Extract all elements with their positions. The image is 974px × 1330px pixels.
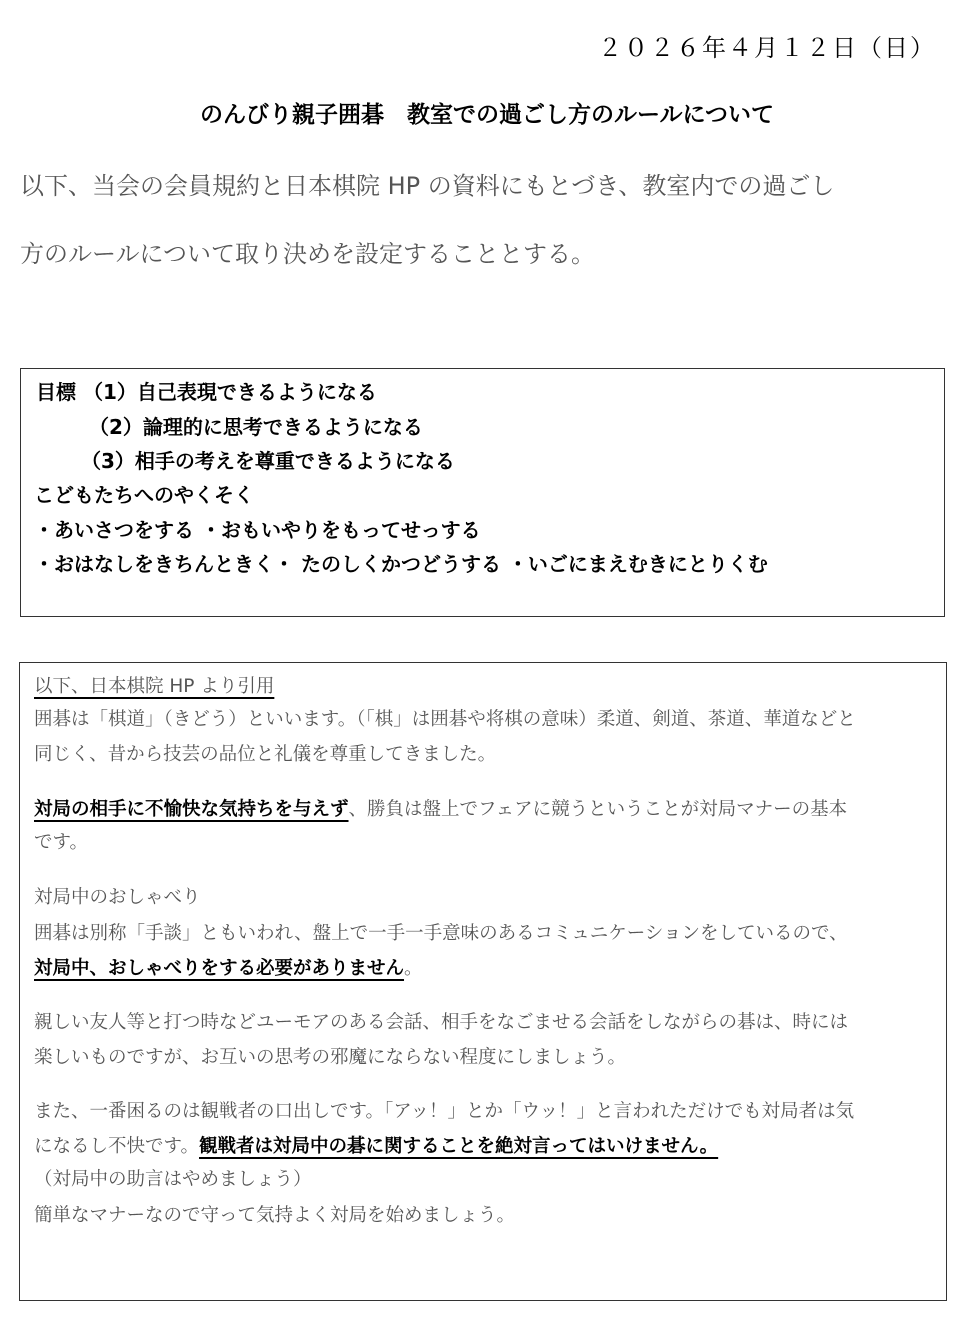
emphasis-text: 観戦者は対局中の碁に関することを絶対言ってはいけません。 — [199, 1136, 719, 1157]
paragraph-line: また、一番困るのは観戦者の口出しです。「アッ！」とか「ウッ！」と言われただけでも対局者は気 — [34, 1101, 855, 1122]
paragraph-line — [34, 960, 423, 979]
goal-2: （2）論理的に思考できるようになる — [89, 415, 423, 439]
emphasis-text: 対局の相手に不愉快な気持ちを与えず — [34, 799, 349, 820]
intro-line: 方のルールについて取り決めを設定することとする。 — [20, 240, 596, 268]
paragraph-line: 同じく、昔から技芸の品位と礼儀を尊重してきました。 — [34, 744, 497, 765]
paragraph-line: です。 — [34, 832, 89, 853]
section-heading: 対局中のおしゃべり — [34, 887, 201, 908]
paragraph-line: 楽しいものですが、お互いの思考の邪魔にならない程度にしましょう。 — [34, 1047, 627, 1068]
paragraph-text: 。 — [404, 958, 423, 979]
promise-heading: こどもたちへのやくそく — [34, 483, 254, 507]
paragraph-line — [34, 1138, 718, 1157]
paragraph-line: 簡単なマナーなので守って気持よく対局を始めましょう。 — [34, 1205, 516, 1226]
goal-1: 目標 （1）自己表現できるようになる — [36, 380, 377, 404]
intro-line: 以下、当会の会員規約と日本棋院 HP の資料にもとづき、教室内での過ごし — [20, 172, 835, 200]
goals-box — [20, 368, 945, 617]
paragraph-line: （対局中の助言はやめましょう） — [34, 1169, 312, 1190]
document-title: のんびり親子囲碁 教室での過ごし方のルールについて — [199, 102, 775, 128]
promise-line: ・あいさつをする ・おもいやりをもってせっする — [34, 518, 481, 542]
quote-box — [19, 662, 947, 1301]
paragraph-line: 囲碁は別称「手談」ともいわれ、盤上で一手一手意味のあるコミュニケーションをしているので、 — [34, 923, 848, 944]
paragraph-line — [34, 801, 847, 820]
promise-line: ・おはなしをきちんときく・ たのしくかつどうする ・いごにまえむきにとりくむ — [34, 552, 768, 576]
paragraph-text: になるし不快です。 — [34, 1136, 200, 1157]
document-date: ２０２６年４月１２日（日） — [598, 34, 936, 62]
quote-source: 以下、日本棋院 HP より引用 — [34, 676, 275, 697]
goal-3: （3）相手の考えを尊重できるようになる — [81, 449, 455, 473]
paragraph-text: 、勝負は盤上でフェアに競うということが対局マナーの基本 — [348, 799, 848, 820]
paragraph-line: 親しい友人等と打つ時などユーモアのある会話、相手をなごませる会話をしながらの碁は、時には — [34, 1012, 849, 1033]
emphasis-text: 対局中、おしゃべりをする必要がありません — [34, 958, 405, 979]
paragraph-line: 囲碁は「棋道」（きどう）といいます。（「棋」は囲碁や将棋の意味）柔道、剣道、茶道、華道などと — [34, 709, 856, 730]
